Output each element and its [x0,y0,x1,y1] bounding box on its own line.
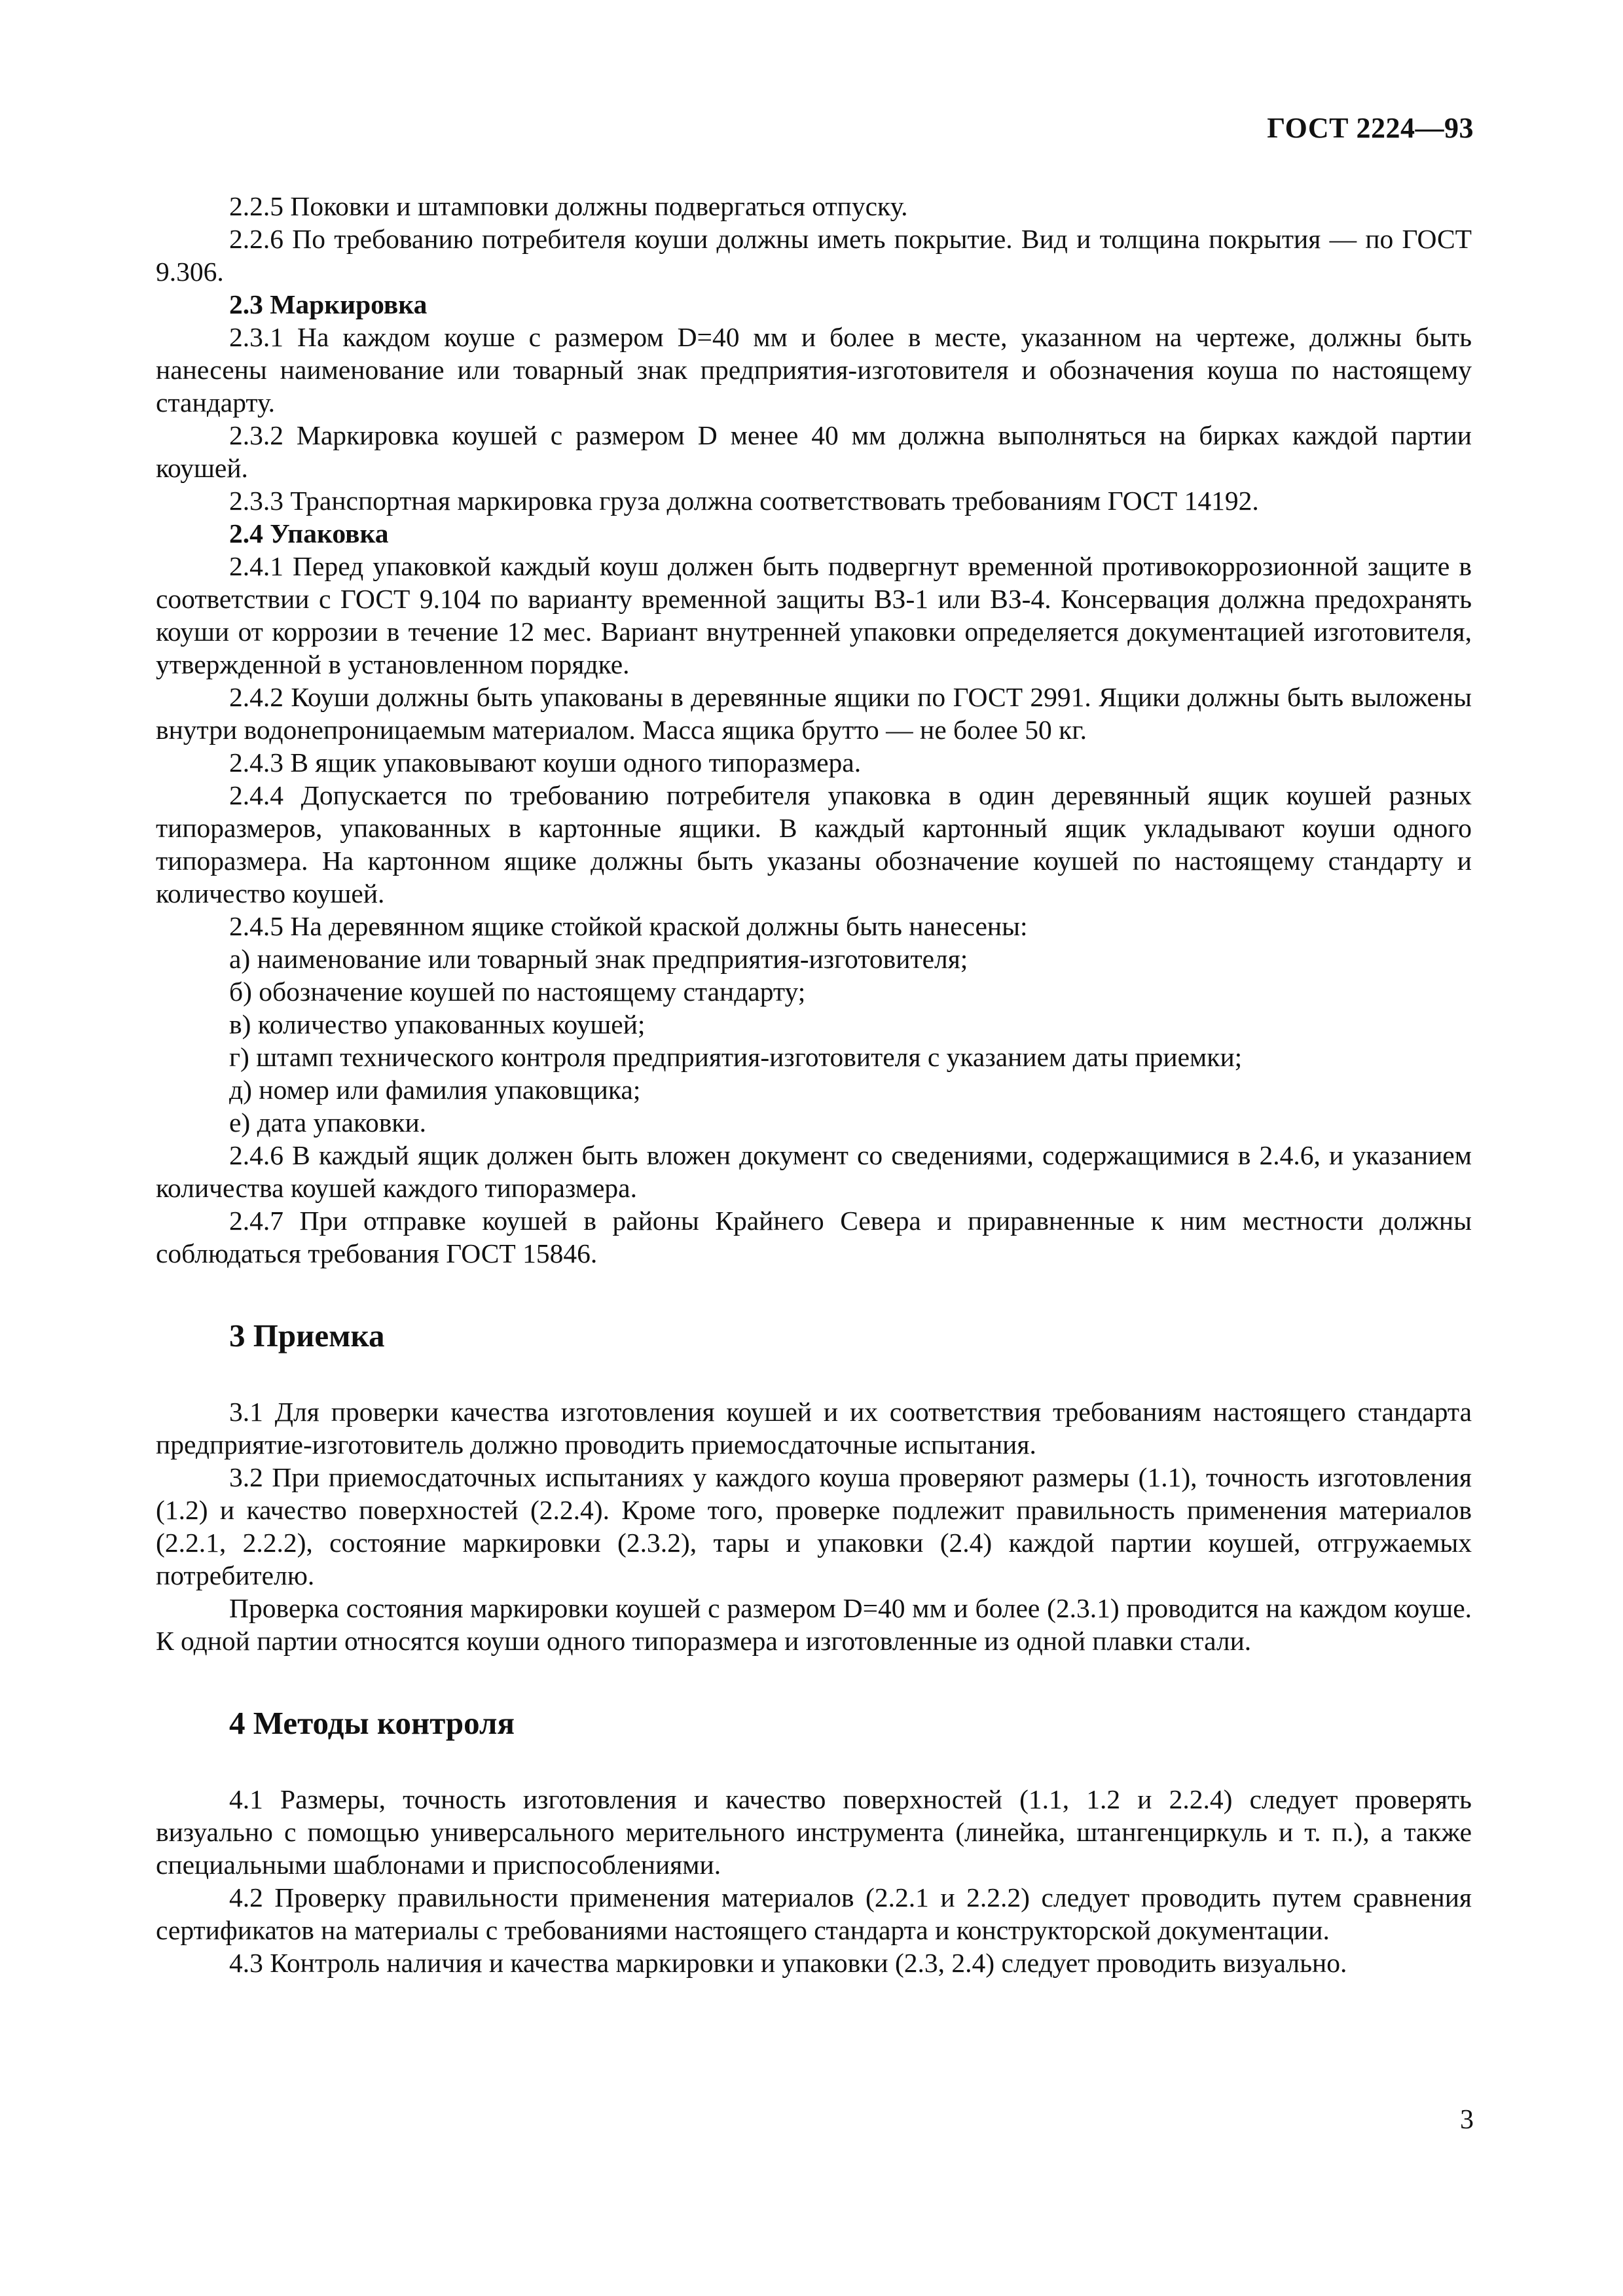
paragraph-2-4-3: 2.4.3 В ящик упаковывают коуши одного типоразмера. [229,747,862,778]
list-item-v: в) количество упакованных коушей; [229,1009,646,1039]
paragraph-4-2: 4.2 Проверку правильности применения материалов (2.2.1 и 2.2.2) следует проводить путем сравнения сертификатов на материалы с требованиями настоящего стандарта и конструкторской документации. [156,1882,1472,1945]
paragraph-2-3-2: 2.3.2 Маркировка коушей с размером D менее 40 мм должна выполняться на бирках каждой партии коушей. [156,420,1472,483]
paragraph-2-4-4: 2.4.4 Допускается по требованию потребителя упаковка в один деревянный ящик коушей разных типоразмеров, упакованных в картонные ящики. В каждый картонный ящик укладывают коуши одного типоразмера. На картонном ящике должны быть указаны обозначение коушей по настоящему стандарту и количество коушей. [156,780,1472,908]
list-item-g: г) штамп технического контроля предприятия-изготовителя с указанием даты приемки; [229,1042,1243,1072]
document-header-id: ГОСТ 2224—93 [1267,112,1474,144]
subsection-heading-2-3: 2.3 Маркировка [229,289,428,319]
paragraph-2-4-1: 2.4.1 Перед упаковкой каждый коуш должен быть подвергнут временной противокоррозионной защите в соответствии с ГОСТ 9.104 по варианту временной защиты ВЗ-1 или ВЗ-4. Консервация должна предохранять коуши от коррозии в течение 12 мес. Вариант внутренней упаковки определяется документацией изготовителя, утвержденной в установленном порядке. [156,551,1472,679]
paragraph-2-4-7: 2.4.7 При отправке коушей в районы Крайнего Севера и приравненные к ним местности должны соблюдаться требования ГОСТ 15846. [156,1206,1472,1268]
list-item-d: д) номер или фамилия упаковщика; [229,1075,641,1105]
paragraph-2-3-1: 2.3.1 На каждом коуше с размером D=40 мм и более в месте, указанном на чертеже, должны быть нанесены наименование или товарный знак предприятия-изготовителя и обозначения коуша по настоящему стандарту. [156,322,1472,418]
paragraph-2-2-6: 2.2.6 По требованию потребителя коуши должны иметь покрытие. Вид и толщина покрытия — по ГОСТ 9.306. [156,224,1472,287]
paragraph-2-4-5: 2.4.5 На деревянном ящике стойкой краской должны быть нанесены: [229,911,1028,941]
list-item-e: е) дата упаковки. [229,1107,427,1138]
paragraph-3-1: 3.1 Для проверки качества изготовления коушей и их соответствия требованиям настоящего стандарта предприятие-изготовитель должно проводить приемосдаточные испытания. [156,1397,1472,1460]
section-heading-4: 4 Методы контроля [229,1705,515,1741]
page-number: 3 [1460,2105,1474,2135]
paragraph-2-4-2: 2.4.2 Коуши должны быть упакованы в деревянные ящики по ГОСТ 2991. Ящики должны быть выложены внутри водонепроницаемым материалом. Масса ящика брутто — не более 50 кг. [156,682,1472,745]
paragraph-3-2: 3.2 При приемосдаточных испытаниях у каждого коуша проверяют размеры (1.1), точность изготовления (1.2) и качество поверхностей (2.2.4). Кроме того, проверке подлежит правильность применения материалов (2.2.1, 2.2.2), состояние маркировки (2.3.2), тары и упаковки (2.4) каждой партии коушей, отгружаемых потребителю. [156,1462,1472,1590]
document-body [156,190,1472,1979]
paragraph-3-2-continued: Проверка состояния маркировки коушей с размером D=40 мм и более (2.3.1) проводится на каждом коуше. К одной партии относятся коуши одного типоразмера и изготовленные из одной плавки стали. [156,1593,1472,1656]
subsection-heading-2-4: 2.4 Упаковка [229,518,389,548]
paragraph-2-2-5: 2.2.5 Поковки и штамповки должны подвергаться отпуску. [229,191,908,221]
paragraph-4-3: 4.3 Контроль наличия и качества маркировки и упаковки (2.3, 2.4) следует проводить визуально. [229,1948,1347,1978]
paragraph-4-1: 4.1 Размеры, точность изготовления и качество поверхностей (1.1, 1.2 и 2.2.4) следует проверять визуально с помощью универсального мерительного инструмента (линейка, штангенциркуль и т. п.), а также специальными шаблонами и приспособлениями. [156,1784,1472,1880]
list-item-b: б) обозначение коушей по настоящему стандарту; [229,977,806,1007]
paragraph-2-4-6: 2.4.6 В каждый ящик должен быть вложен документ со сведениями, содержащимися в 2.4.6, и указанием количества коушей каждого типоразмера. [156,1140,1472,1203]
list-item-a: а) наименование или товарный знак предприятия-изготовителя; [229,944,968,974]
section-heading-3: 3 Приемка [229,1318,385,1354]
paragraph-2-3-3: 2.3.3 Транспортная маркировка груза должна соответствовать требованиям ГОСТ 14192. [229,486,1259,516]
